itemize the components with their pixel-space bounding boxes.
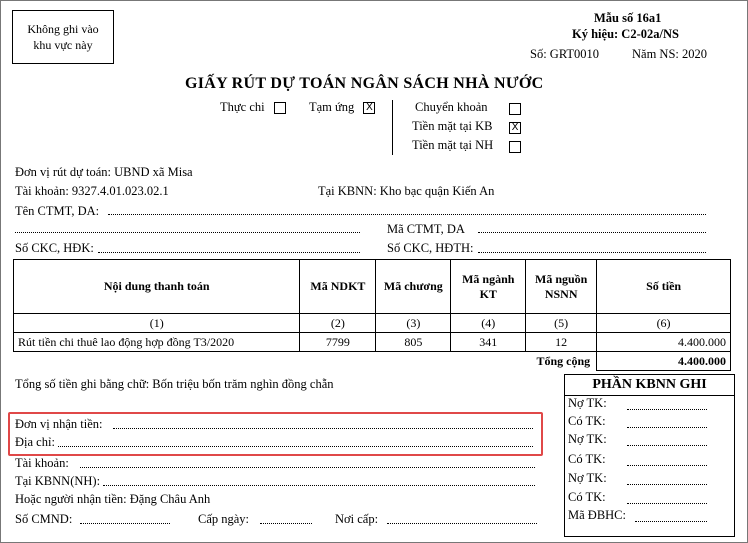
address-field[interactable] [58, 446, 533, 447]
document-number: Số: GRT0010 [530, 47, 600, 61]
issue-place-label: Nơi cấp: [335, 512, 379, 526]
option-tien-mat-nh-label: Tiền mặt tại NH [412, 138, 494, 152]
recipient-account-label: Tài khoản: [15, 456, 69, 470]
form-code: Mẫu số 16a1 [594, 11, 662, 25]
treasury-row-dbhc: Mã ĐBHC: [568, 508, 626, 522]
form-symbol: Ký hiệu: C2-02a/NS [572, 27, 679, 41]
option-thuc-chi[interactable] [220, 100, 286, 115]
col-number: (5) [526, 314, 597, 333]
recipient-unit-field[interactable] [113, 428, 533, 429]
budget-year: Năm NS: 2020 [632, 47, 707, 61]
issue-date-field[interactable] [260, 523, 312, 524]
ckc-hdk-label: Số CKC, HĐK: [15, 241, 94, 255]
total-amount: 4.400.000 [597, 352, 731, 371]
ckc-hdth-label: Số CKC, HĐTH: [387, 241, 474, 255]
option-thuc-chi-label: Thực chi [220, 100, 265, 114]
issue-date-label: Cấp ngày: [198, 512, 250, 526]
cell-chuong: 805 [376, 333, 451, 352]
option-tam-ung[interactable] [309, 100, 375, 115]
address-label: Địa chỉ: [15, 435, 55, 449]
table-row[interactable] [14, 333, 731, 352]
form-title: GIẤY RÚT DỰ TOÁN NGÂN SÁCH NHÀ NƯỚC [185, 75, 544, 92]
treasury-section-title: PHẦN KBNN GHI [592, 377, 707, 392]
program-code-field[interactable] [478, 232, 706, 233]
program-code-label: Mã CTMT, DA [387, 222, 465, 236]
reserved-line-1: Không ghi vào [27, 22, 99, 36]
treasury-field-2[interactable] [627, 427, 707, 428]
issue-place-field[interactable] [387, 523, 537, 524]
cell-nganh: 341 [451, 333, 526, 352]
total-label: Tổng cộng [14, 352, 597, 371]
program-name-label: Tên CTMT, DA: [15, 204, 100, 218]
recipient-bank-field[interactable] [103, 485, 535, 486]
drawing-unit: Đơn vị rút dự toán: UBND xã Misa [15, 165, 193, 179]
recipient-person: Hoặc người nhận tiền: Đặng Châu Anh [15, 492, 211, 506]
col-number: (1) [14, 314, 300, 333]
cell-content: Rút tiền chi thuê lao động hợp đồng T3/2020 [14, 333, 300, 352]
header-nganh: Mã ngành KT [451, 260, 526, 314]
table-total-row [14, 352, 731, 371]
treasury-field-5[interactable] [627, 484, 707, 485]
program-name-field-2[interactable] [15, 232, 360, 233]
checkbox-tien-mat-kb[interactable]: X [509, 122, 521, 134]
header-nguon: Mã nguồn NSNN [526, 260, 597, 314]
reserved-line-2: khu vực này [33, 38, 93, 52]
checkbox-thuc-chi[interactable] [274, 102, 286, 114]
header-chuong: Mã chương [376, 260, 451, 314]
treasury-row-co-2: Có TK: [568, 452, 606, 466]
treasury-row-co-3: Có TK: [568, 490, 606, 504]
checkbox-chuyen-khoan[interactable] [509, 103, 521, 115]
cell-ndkt: 7799 [300, 333, 376, 352]
recipient-account-field[interactable] [80, 467, 535, 468]
header-ndkt: Mã NDKT [300, 260, 376, 314]
col-number: (2) [300, 314, 376, 333]
treasury-field-6[interactable] [627, 503, 707, 504]
table-header-row [14, 260, 731, 314]
checkbox-tien-mat-nh[interactable] [509, 141, 521, 153]
header-content: Nội dung thanh toán [14, 260, 300, 314]
treasury-name: Tại KBNN: Kho bạc quận Kiến An [318, 184, 495, 198]
option-tien-mat-kb-label: Tiền mặt tại KB [412, 119, 493, 133]
treasury-field-1[interactable] [627, 409, 707, 410]
col-number: (4) [451, 314, 526, 333]
treasury-row-no-2: Nợ TK: [568, 432, 607, 446]
id-number-label: Số CMND: [15, 512, 73, 526]
table-number-row [14, 314, 731, 333]
option-tam-ung-label: Tạm ứng [309, 100, 355, 114]
ckc-hdk-field[interactable] [98, 252, 360, 253]
cell-amount: 4.400.000 [597, 333, 731, 352]
col-number: (6) [597, 314, 731, 333]
options-divider [392, 100, 393, 155]
checkbox-tam-ung[interactable]: X [363, 102, 375, 114]
id-number-field[interactable] [80, 523, 170, 524]
ckc-hdth-field[interactable] [478, 252, 706, 253]
col-number: (3) [376, 314, 451, 333]
program-name-field[interactable] [108, 214, 706, 215]
header-amount: Số tiền [597, 260, 731, 314]
payment-table [13, 259, 731, 371]
option-chuyen-khoan-label: Chuyển khoản [415, 100, 488, 114]
treasury-row-co-1: Có TK: [568, 414, 606, 428]
account-number: Tài khoản: 9327.4.01.023.02.1 [15, 184, 169, 198]
treasury-field-7[interactable] [635, 521, 707, 522]
treasury-row-no-3: Nợ TK: [568, 471, 607, 485]
treasury-row-no-1: Nợ TK: [568, 396, 607, 410]
cell-nguon: 12 [526, 333, 597, 352]
treasury-field-3[interactable] [627, 445, 707, 446]
treasury-field-4[interactable] [627, 465, 707, 466]
recipient-unit-label: Đơn vị nhận tiền: [15, 417, 103, 431]
reserved-area-box [12, 10, 114, 64]
treasury-section [564, 374, 735, 537]
amount-in-words: Tổng số tiền ghi bằng chữ: Bốn triệu bốn trăm nghìn đồng chẵn [15, 377, 334, 391]
recipient-bank-label: Tại KBNN(NH): [15, 474, 101, 488]
